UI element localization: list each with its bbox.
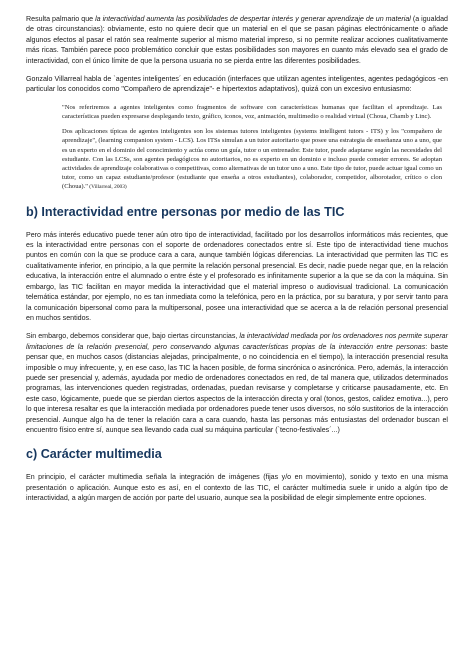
emphasis-text: la interactividad aumenta las posibilidades de despertar interés y generar aprendizaje de un material	[95, 15, 411, 23]
quote-text: Dos aplicaciones típicas de agentes inteligentes son los sistemas tutores inteligentes (systems intelligent tutors - ITS) y los "compañero de aprendizaje", (learning companion system - LCS). Los ITSs simulan a un tutor autoritario que posee una estrategia de enseñanza uno a uno, que es un experto en el dominio del conocimiento y actúa como un guía, tutor o un entrenador. Este tutor, puede adaptarse según las necesidades del estudiante. Con las LCSs, son agentes pedagógicos no autoritarios, no es experto en un dominio e incluso puede cometer errores. Se adoptan actividades de aprendizaje colaborativas o competitivas, como alternativas de un tutor uno a uno. Este tipo de tutor, puede actuar igual como un tutor, como un capaz estudiante/profesor (estudiante que enseña a otros estudiantes), colaborador, competidor, alborotador, crítico o clon (Choua)."	[62, 128, 442, 191]
paragraph-text: : baste pensar que, en muchos casos (distancias alejadas, principalmente, o no coincidencia en el tiempo), la interacción presencial resulta imposible o muy infrecuente, y, en ese caso, las TIC la hacen posible, de forma sincrónica o asincrónica. Pero, además, la interacción puede ser presencial y, además, ayudada por medio de ordenadores conectados en red, de tal manera que, utilizados determinados programas, las intervenciones queden registradas, ordenadas, puedan revisarse y completarse y criticarse pausadamente, etc. En este caso, lógicamente, puede que se pierdan ciertos aspectos de la interacción directa y oral (tonos, gestos, calidez emotiva...), pero lo que interesa resaltar es que la interacción mediada por ordenadores puede tener usos diversos, no sólo sustitorios de la interacción presencial. Aunque algo ha de tener la relación cara a cara cuando, hasta las personas más entusiastas del ordenador buscan el encuentro físico entre sí, aunque sea llevando cada cual su máquina particular (`tecno-festivales´...)	[26, 342, 449, 434]
paragraph-text: Resulta palmario que	[26, 15, 96, 23]
emphasis-text: la interactividad mediada por los ordenadores nos permite superar limitaciones de la relación presencial, pero conservando algunas características propias de la interacción entre personas	[26, 332, 448, 351]
paragraph-interactividad-mediada	[26, 331, 448, 435]
paragraph-intro	[26, 14, 448, 66]
paragraph-interactividad-personas: Pero más interés educativo puede tener aún otro tipo de interactividad, facilitado por los desarrollos informáticos más recientes, que es la interactividad entre personas con el soporte de ordenadores conectados entre sí. Este tipo de interactividad tiene muchos puntos en común con la que se produce cara a cara, aunque también lógicas diferencias. La interactividad que permiten las TIC es cualitativamente inferior, en principio, a la que permite la relación personal presencial. Es decir, nadie puede negar que, en la relación educativa, la interacción entre el alumnado o entre éste y el profesorado es infinitamente superior a la que se da con la máquina. Sin embargo, las TIC facilitan en mayor medida la interactividad que el material impreso o audiovisual tradicional. La comunicación telemática estándar, por ejemplo, no es tan inmediata como la telefónica, pero en la práctica, por su baratura, y por servir tanto para la comunicación bipersonal como para la multipersonal, posee una interactividad que se acerca a la de relación personal presencial en muchos sentidos.	[26, 230, 448, 322]
section-heading-b: b) Interactividad entre personas por medio de las TIC	[26, 204, 345, 219]
block-quote-1: "Nos referiremos a agentes inteligentes como fragmentos de software con características humanas que facilitan el aprendizaje. Las características pueden expresarse desplegando texto, gráfico, iconos, voz, animación, multimedio o realidad virtual (Choua, Chamb y Linc).	[62, 103, 442, 121]
paragraph-villarreal: Gonzalo Villarreal habla de `agentes inteligentes´ en educación (interfaces que utilizan agentes inteligentes, agentes pedagógicos -en particular los conocidos como "Compañero de aprendizaje"- e hipertextos adaptativos), quizá con un excesivo entusiasmo:	[26, 75, 448, 94]
section-heading-c: c) Carácter multimedia	[26, 447, 162, 462]
quote-citation: (Villarreal, 2003)	[87, 184, 127, 191]
block-quote-2	[62, 127, 442, 192]
paragraph-multimedia: En principio, el carácter multimedia señala la integración de imágenes (fijas y/o en movimiento), sonido y texto en una misma presentación o aplicación. Aunque esto es así, en el contexto de las TIC, el carácter multimedia suele ir unido a algún tipo de interactividad, a algún margen de acción por parte del usuario, aunque sea la posibilidad de elegir simplemente entre opciones.	[26, 473, 448, 503]
paragraph-text: Sin embargo, debemos considerar que, bajo ciertas circunstancias,	[26, 332, 240, 341]
paragraph-text: (a igualdad de otras circunstancias): obviamente, esto no quiere decir que un material en el que se pasan páginas electrónicamente o añade algunos efectos al pasar el ratón sea realmente superior al mismo material impreso, si no permite realizar acciones cualitativamente más ricas. También parece poco problemático concluir que estas posibilidades son mayores en cuanto más elevado sea el grado de interactividad, con el único límite de que la persona usuaria no se pierda entre las diferentes posibilidades.	[26, 15, 448, 65]
